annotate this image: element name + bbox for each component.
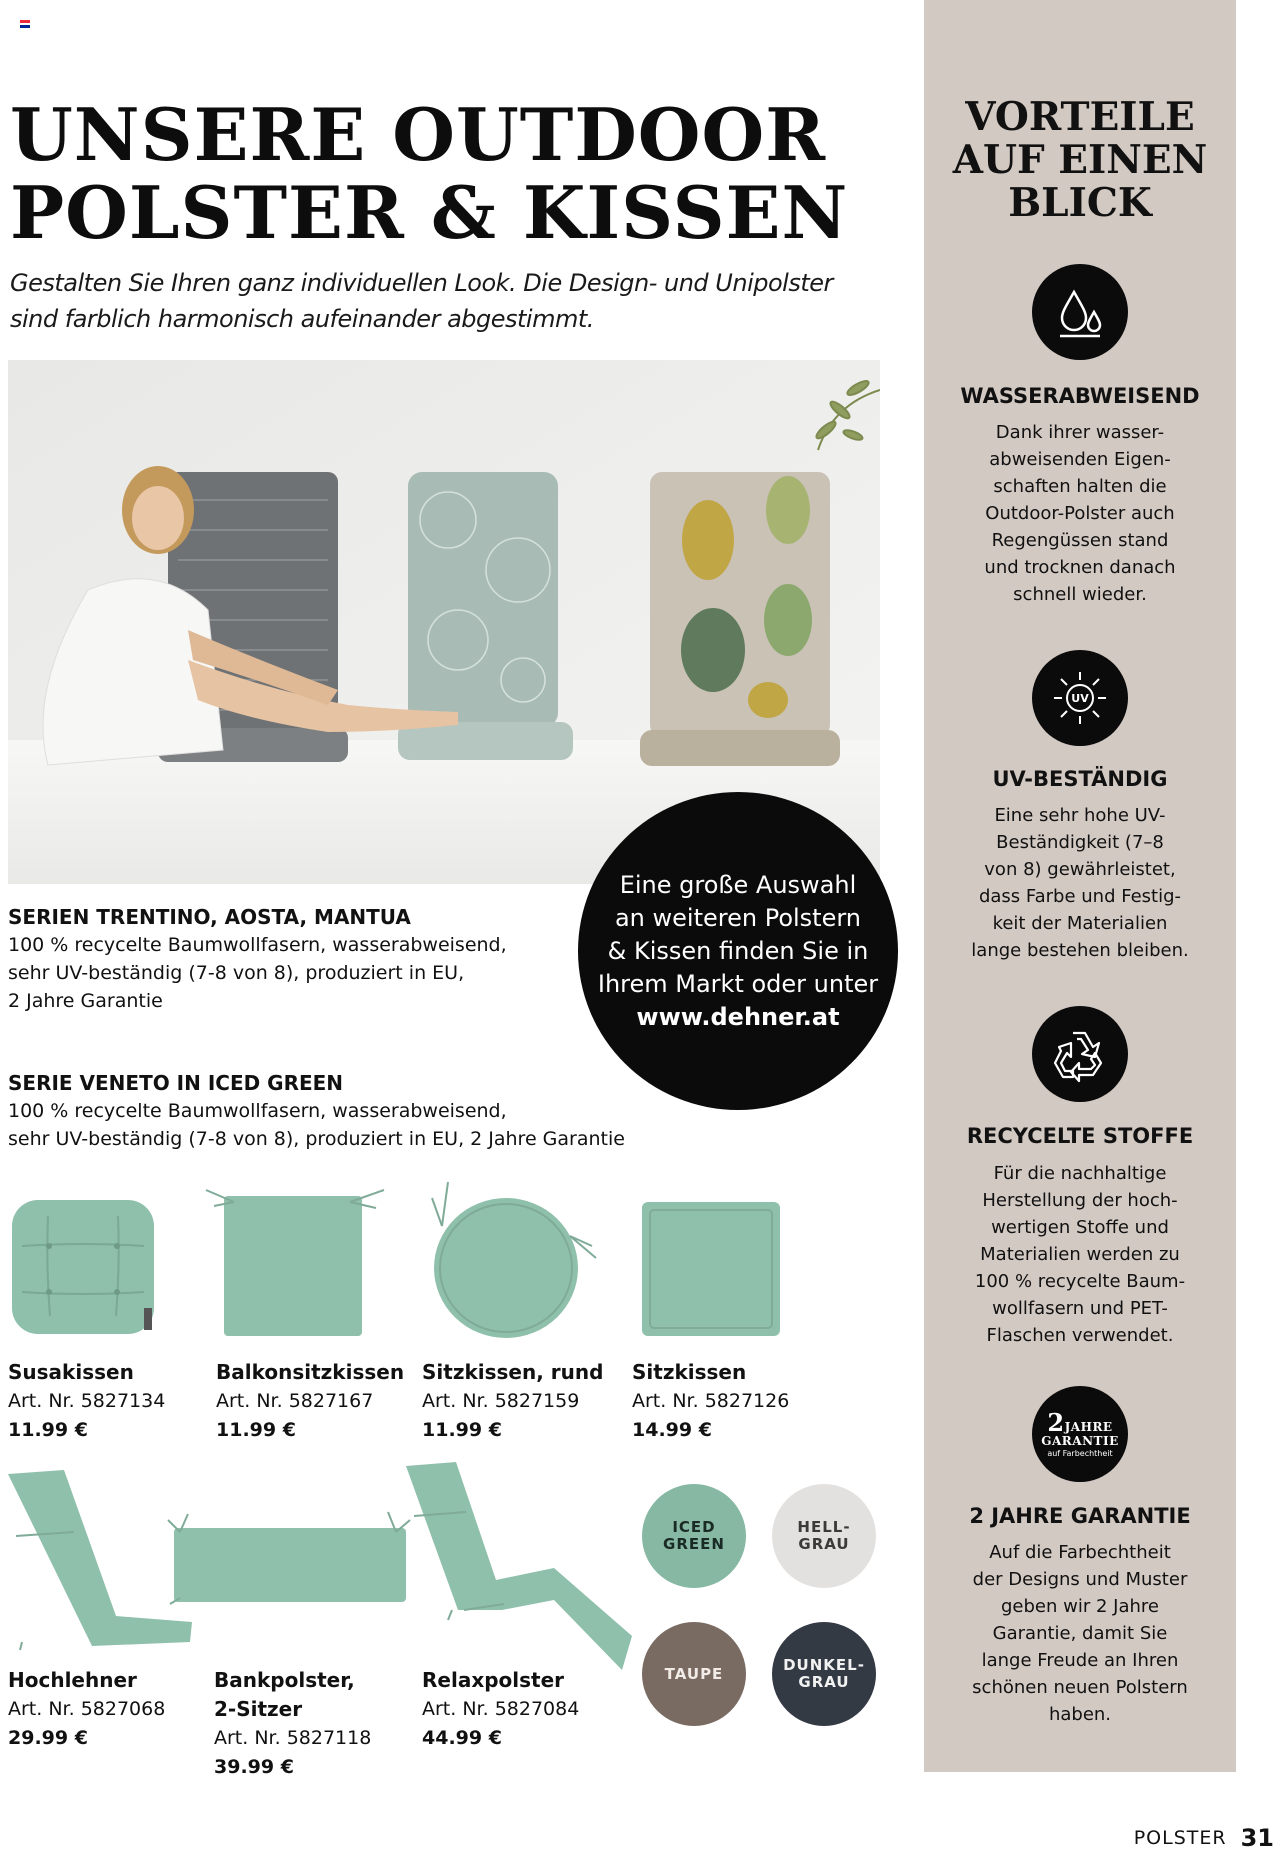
product-art-number: Art. Nr. 5827068 (8, 1698, 166, 1720)
feature-line: Auf die Farbechtheit (989, 1542, 1171, 1563)
product-name: Susakissen (8, 1360, 134, 1384)
feature-line: dass Farbe und Festig- (978, 886, 1182, 907)
product-bankpolster (214, 1666, 371, 1782)
feature-line: wertigen Stoffe und (991, 1217, 1169, 1238)
product-name: Bankpolster, (214, 1668, 355, 1692)
product-name: Relaxpolster (422, 1668, 565, 1692)
product-price: 14.99 € (632, 1419, 712, 1441)
section-label: POLSTER (1133, 1826, 1227, 1849)
feature-line: Garantie, damit Sie (992, 1623, 1168, 1644)
swatch-label: GREEN (663, 1535, 725, 1553)
susakissen-image (8, 1196, 158, 1341)
swatch-dunkelgrau (772, 1622, 876, 1726)
product-art-number: Art. Nr. 5827134 (8, 1390, 166, 1412)
product-price: 11.99 € (8, 1419, 88, 1441)
product-art-number: Art. Nr. 5827159 (422, 1390, 580, 1412)
swatch-label: GRAU (798, 1535, 850, 1553)
product-susakissen (8, 1358, 165, 1445)
feature-line: von 8) gewährleistet, (984, 859, 1176, 880)
benefits-sidebar (924, 0, 1236, 1772)
swatch-iced-green (642, 1484, 746, 1588)
page-title-line1: UNSERE OUTDOOR (10, 92, 827, 177)
swatch-label: ICED (672, 1518, 716, 1536)
flag-icon (20, 20, 30, 28)
feature-line: der Designs und Muster (972, 1569, 1188, 1590)
feature-line: Dank ihrer wasser- (995, 422, 1165, 443)
feature-line: lange bestehen bleiben. (971, 940, 1189, 961)
series-block-2 (8, 1069, 728, 1153)
product-name: Hochlehner (8, 1668, 137, 1692)
swatch-hellgrau (772, 1484, 876, 1588)
feature-line: wollfasern und PET- (992, 1298, 1168, 1319)
feature-line: geben wir 2 Jahre (1001, 1596, 1159, 1617)
swatch-label: HELL- (797, 1518, 851, 1536)
series-line: sehr UV-beständig (7-8 von 8), produziert in EU, (8, 962, 465, 984)
feature-heading: WASSERABWEISEND (960, 384, 1200, 408)
feature-line: Regengüssen stand (991, 530, 1169, 551)
feature-line: Eine sehr hohe UV- (994, 805, 1166, 826)
website-link[interactable]: www.dehner.at (636, 1002, 840, 1031)
sidebar-title-line: VORTEILE (965, 94, 1195, 140)
guarantee-badge-icon (1032, 1386, 1128, 1482)
product-art-number: Art. Nr. 5827126 (632, 1390, 790, 1412)
swatch-label: DUNKEL- (783, 1656, 865, 1674)
feature-line: Outdoor-Polster auch (985, 503, 1175, 524)
swatch-label: GRAU (798, 1673, 850, 1691)
intro-line2: sind farblich harmonisch aufeinander abgestimmt. (10, 305, 594, 333)
swatch-label: TAUPE (664, 1664, 724, 1683)
feature-line: keit der Materialien (992, 913, 1168, 934)
feature-line: lange Freude an Ihren (981, 1650, 1179, 1671)
series-line: 2 Jahre Garantie (8, 990, 163, 1012)
product-hochlehner (8, 1666, 165, 1753)
feature-line: haben. (1048, 1704, 1112, 1725)
feature-text (934, 1539, 1226, 1728)
feature-heading: 2 JAHRE GARANTIE (969, 1504, 1191, 1528)
feature-line: Flaschen verwendet. (986, 1325, 1174, 1346)
page-title (10, 92, 910, 255)
series-line: sehr UV-beständig (7-8 von 8), produziert in EU, 2 Jahre Garantie (8, 1128, 625, 1150)
relaxpolster-image (404, 1460, 636, 1682)
swatch-taupe (642, 1622, 746, 1726)
sidebar-title-line: AUF EINEN (952, 137, 1208, 183)
bankpolster-image (166, 1506, 414, 1606)
feature-line: Für die nachhaltige (993, 1163, 1167, 1184)
series-title: SERIEN TRENTINO, AOSTA, MANTUA (8, 905, 411, 929)
badge-number: 2 (1047, 1407, 1065, 1437)
feature-line: Beständigkeit (7–8 (996, 832, 1164, 853)
product-relaxpolster (422, 1666, 579, 1753)
series-title: SERIE VENETO IN ICED GREEN (8, 1071, 344, 1095)
feature-text (934, 419, 1226, 608)
badge-word1: JAHRE (1064, 1419, 1113, 1434)
callout-line3: & Kissen finden Sie in (607, 936, 869, 965)
product-name-2: 2-Sitzer (214, 1697, 303, 1721)
series-line: 100 % recycelte Baumwollfasern, wasserabweisend, (8, 934, 507, 956)
product-art-number: Art. Nr. 5827118 (214, 1727, 372, 1749)
product-sitzkissen (632, 1358, 789, 1445)
page-number: 31 (1240, 1823, 1274, 1850)
feature-heading: UV-BESTÄNDIG (992, 767, 1168, 791)
feature-line: Materialien werden zu (980, 1244, 1180, 1265)
product-sitzkissen-rund (422, 1358, 603, 1445)
feature-line: schaften halten die (993, 476, 1167, 497)
uv-icon-label: UV (1071, 692, 1089, 705)
water-drop-icon (1032, 264, 1128, 360)
feature-line: Herstellung der hoch- (982, 1190, 1178, 1211)
intro-text (10, 265, 870, 337)
feature-heading: RECYCELTE STOFFE (966, 1124, 1194, 1148)
badge-sub: auf Farbechtheit (1047, 1448, 1113, 1458)
product-art-number: Art. Nr. 5827084 (422, 1698, 580, 1720)
recycle-icon (1032, 1006, 1128, 1102)
product-art-number: Art. Nr. 5827167 (216, 1390, 374, 1412)
series-line: 100 % recycelte Baumwollfasern, wasserabweisend, (8, 1100, 507, 1122)
product-name: Sitzkissen, rund (422, 1360, 604, 1384)
product-name: Sitzkissen (632, 1360, 747, 1384)
callout-line4: Ihrem Markt oder unter (597, 969, 879, 998)
uv-sun-icon (1032, 650, 1128, 746)
page-title-line2: POLSTER & KISSEN (10, 170, 849, 255)
product-price: 29.99 € (8, 1727, 88, 1749)
balkonsitzkissen-image (200, 1176, 390, 1341)
callout-line1: Eine große Auswahl (619, 870, 857, 899)
feature-text (934, 1160, 1226, 1349)
sidebar-title (924, 96, 1236, 225)
sidebar-title-line: BLICK (1008, 180, 1152, 226)
series-block-1 (8, 903, 728, 1015)
intro-line1: Gestalten Sie Ihren ganz individuellen Look. Die Design- und Unipolster (10, 269, 833, 297)
product-name: Balkonsitzkissen (216, 1360, 405, 1384)
badge-word2: GARANTIE (1041, 1433, 1119, 1448)
product-price: 11.99 € (422, 1419, 502, 1441)
sitzkissen-image (636, 1196, 786, 1341)
feature-line: schönen neuen Polstern (972, 1677, 1188, 1698)
feature-line: schnell wieder. (1013, 584, 1147, 605)
page-footer (1134, 1825, 1280, 1850)
feature-line: 100 % recycelte Baum- (974, 1271, 1186, 1292)
product-price: 39.99 € (214, 1756, 294, 1778)
feature-text (934, 802, 1226, 964)
feature-line: und trocknen danach (984, 557, 1176, 578)
product-price: 44.99 € (422, 1727, 502, 1749)
sitzkissen-rund-image (420, 1180, 600, 1340)
product-price: 11.99 € (216, 1419, 296, 1441)
callout-line2: an weiteren Polstern (614, 903, 862, 932)
product-balkonsitzkissen (216, 1358, 404, 1445)
feature-line: abweisenden Eigen- (989, 449, 1171, 470)
